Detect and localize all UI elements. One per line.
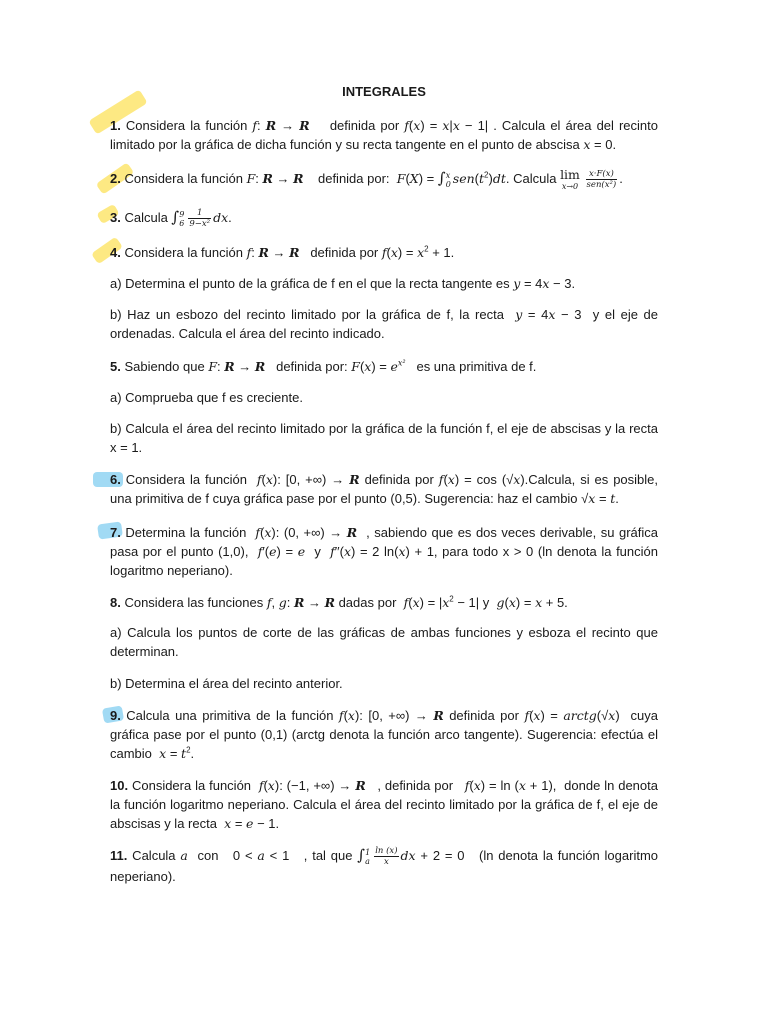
exercise-4: 4. Considera la función f: R → R definida por $f(x) = x^2 + 1$. bbox=[110, 244, 455, 260]
exercise-8a: a) Calcula los puntos de corte de las gráficas de ambas funciones y esboza el recinto que determinan. bbox=[110, 625, 658, 659]
exercise-number: 1. bbox=[110, 118, 121, 133]
exercise-number: 3. bbox=[110, 210, 121, 225]
exercise-number: 9. bbox=[110, 708, 121, 723]
exercise-8b: b) Determina el área del recinto anterior. bbox=[110, 676, 343, 691]
exercise-number: 4. bbox=[110, 245, 121, 260]
exercise-1: 1. Considera la función f: R → R definida por f(x) = x|x − 1| . Calcula el área del recinto limitado por la gráfica de dicha función y su recta tangente en el punto de abscisa x = 0. bbox=[110, 118, 658, 152]
exercise-9: 9. Calcula una primitiva de la función f(x): [0, +∞) → R definida por f(x) = arctg(√x) cuya gráfica pase por el punto (0,1) (arctg denota la función arco tangente). Sugerencia: efectúa el cambio $x = t^2$. bbox=[110, 708, 658, 761]
exercise-number: 11. bbox=[110, 848, 128, 863]
exercise-number: 7. bbox=[110, 525, 121, 540]
exercise-5b: b) Calcula el área del recinto limitado por la gráfica de la función f, el eje de abscisas y la recta x = 1. bbox=[110, 421, 658, 455]
page-title: INTEGRALES bbox=[342, 84, 426, 99]
exercise-2: 2. Considera la función F: R → R definida por: F(X) = ∫ x 0 $sen(t^2)dt$. Calcula lim x→0 $\frac{x\cdot F(x)}{\text{sen(x²)}}$ . bbox=[110, 167, 623, 191]
exercise-number: 5. bbox=[110, 359, 121, 374]
exercise-7: 7. Determina la función f(x): (0, +∞) → R , sabiendo que es dos veces derivable, su gráfica pasa por el punto (1,0), f′(e) = e y f′′(x) = 2 ln(x) + 1, para todo x > 0 (ln denota la función logaritmo neperiano). bbox=[110, 525, 658, 578]
exercise-3: 3. Calcula ∫ 9 6 $\frac{1}{\text{9−x²}}$ dx. bbox=[110, 208, 232, 230]
exercise-number: 10. bbox=[110, 778, 129, 793]
exercise-5a: a) Comprueba que f es creciente. bbox=[110, 390, 303, 405]
exercise-4b: b) Haz un esbozo del recinto limitado por la gráfica de f, la recta y = 4x − 3 y el eje de ordenadas. Calcula el área del recinto indicado. bbox=[110, 307, 659, 341]
exercise-8: 8. Considera las funciones f, g: R → R dadas por $f(x) = |x^2 - 1|$ y g(x) = x + 5. bbox=[110, 594, 568, 610]
exercise-number: 2. bbox=[110, 171, 121, 186]
exercise-10: 10. Considera la función f(x): (−1, +∞) → R , definida por f(x) = ln (x + 1), donde ln denota la función logaritmo neperiano. Calcula el área del recinto limitado por la gráfica de f, el eje de abscisas y la recta x = e − 1. bbox=[110, 778, 658, 831]
exercise-number: 8. bbox=[110, 595, 121, 610]
exercise-6: 6. Considera la función f(x): [0, +∞) → R definida por f(x) = cos (√x).Calcula, si es posible, una primitiva de f cuya gráfica pase por el punto (0,5). Sugerencia: haz el cambio √x = t. bbox=[110, 472, 658, 506]
exercise-11: 11. Calcula a con 0 < a < 1 , tal que ∫ 1 a $\frac{\ln (x)}{x}$ dx + 2 = 0 (ln denota la función logaritmo neperiano). bbox=[110, 846, 659, 885]
exercise-number: 6. bbox=[110, 472, 121, 487]
exercise-5: 5. Sabiendo que F: R → R definida por: $F(x) = e^{x^2}$ es una primitiva de f. bbox=[110, 358, 537, 374]
exercise-4a: a) Determina el punto de la gráfica de f en el que la recta tangente es y = 4x − 3. bbox=[110, 276, 576, 291]
